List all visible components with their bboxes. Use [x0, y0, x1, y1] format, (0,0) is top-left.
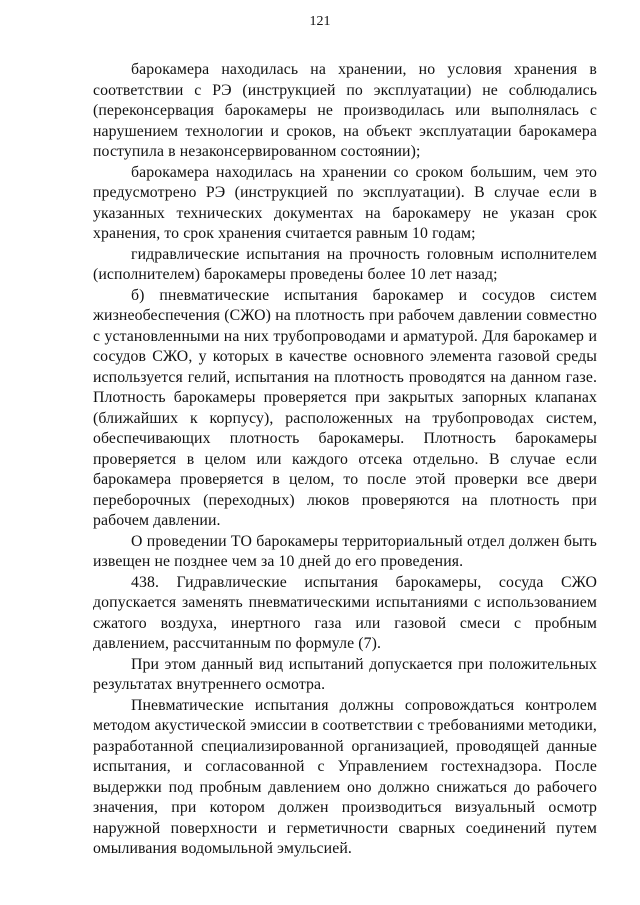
- paragraph-storage-period-exceeded: барокамера находилась на хранении со сроком большим, чем это предусмотрено РЭ (инструкцией по эксплуатации). В случае если в указанных технических документах на барокамеру не указан срок хранения, то срок хранения считается равным 10 годам;: [93, 163, 597, 242]
- paragraph-internal-inspection: При этом данный вид испытаний допускается при положительных результатах внутреннего осмотра.: [93, 655, 597, 693]
- page-number: 121: [309, 14, 331, 29]
- paragraph-storage-conditions-violated: барокамера находилась на хранении, но условия хранения в соответствии с РЭ (инструкцией по эксплуатации) не соблюдались (переконсервация барокамеры не производилась или выполнялась с нарушением технологии и сроков, на объект эксплуатации барокамера поступила в незаконсервированном состоянии);: [93, 61, 597, 160]
- paragraph-acoustic-emission: Пневматические испытания должны сопровождаться контролем методом акустической эмиссии в соответствии с требованиями методики, разработанной специализированной организацией, проводящей данные испытания, и согласованной с Управлением гостехнадзора. После выдержки под пробным давлением оно должно снижаться до рабочего значения, при котором должен производиться визуальный осмотр наружной поверхности и герметичности сварных соединений путем омыливания водомыльной эмульсией.: [93, 696, 597, 857]
- paragraph-item-438: 438. Гидравлические испытания барокамеры, сосуда СЖО допускается заменять пневматическими испытаниями с использованием сжатого воздуха, инертного газа или газовой смеси с пробным давлением, рассчитанным по формуле (7).: [93, 573, 597, 652]
- paragraph-hydraulic-tests-over-10-years: гидравлические испытания на прочность головным исполнителем (исполнителем) барокамеры проведены более 10 лет назад;: [93, 245, 597, 283]
- paragraph-pneumatic-tests: б) пневматические испытания барокамер и сосудов систем жизнеобеспечения (СЖО) на плотность при рабочем давлении совместно с установленными на них трубопроводами и арматурой. Для барокамер и сосудов СЖО, у которых в качестве основного элемента газовой среды используется гелий, испытания на плотность проводятся на данном газе. Плотность барокамеры проверяется при закрытых запорных клапанах (ближайших к корпусу), расположенных на трубопроводах систем, обеспечивающих плотность барокамеры. Плотность барокамеры проверяется в целом или каждого отсека отдельно. В случае если барокамера проверяется в целом, то после этой проверки все двери переборочных (переходных) люков проверяются на плотность при рабочем давлении.: [93, 286, 597, 529]
- document-body: [93, 60, 597, 860]
- paragraph-notification: О проведении ТО барокамеры территориальный отдел должен быть извещен не позднее чем за 10 дней до его проведения.: [93, 532, 597, 570]
